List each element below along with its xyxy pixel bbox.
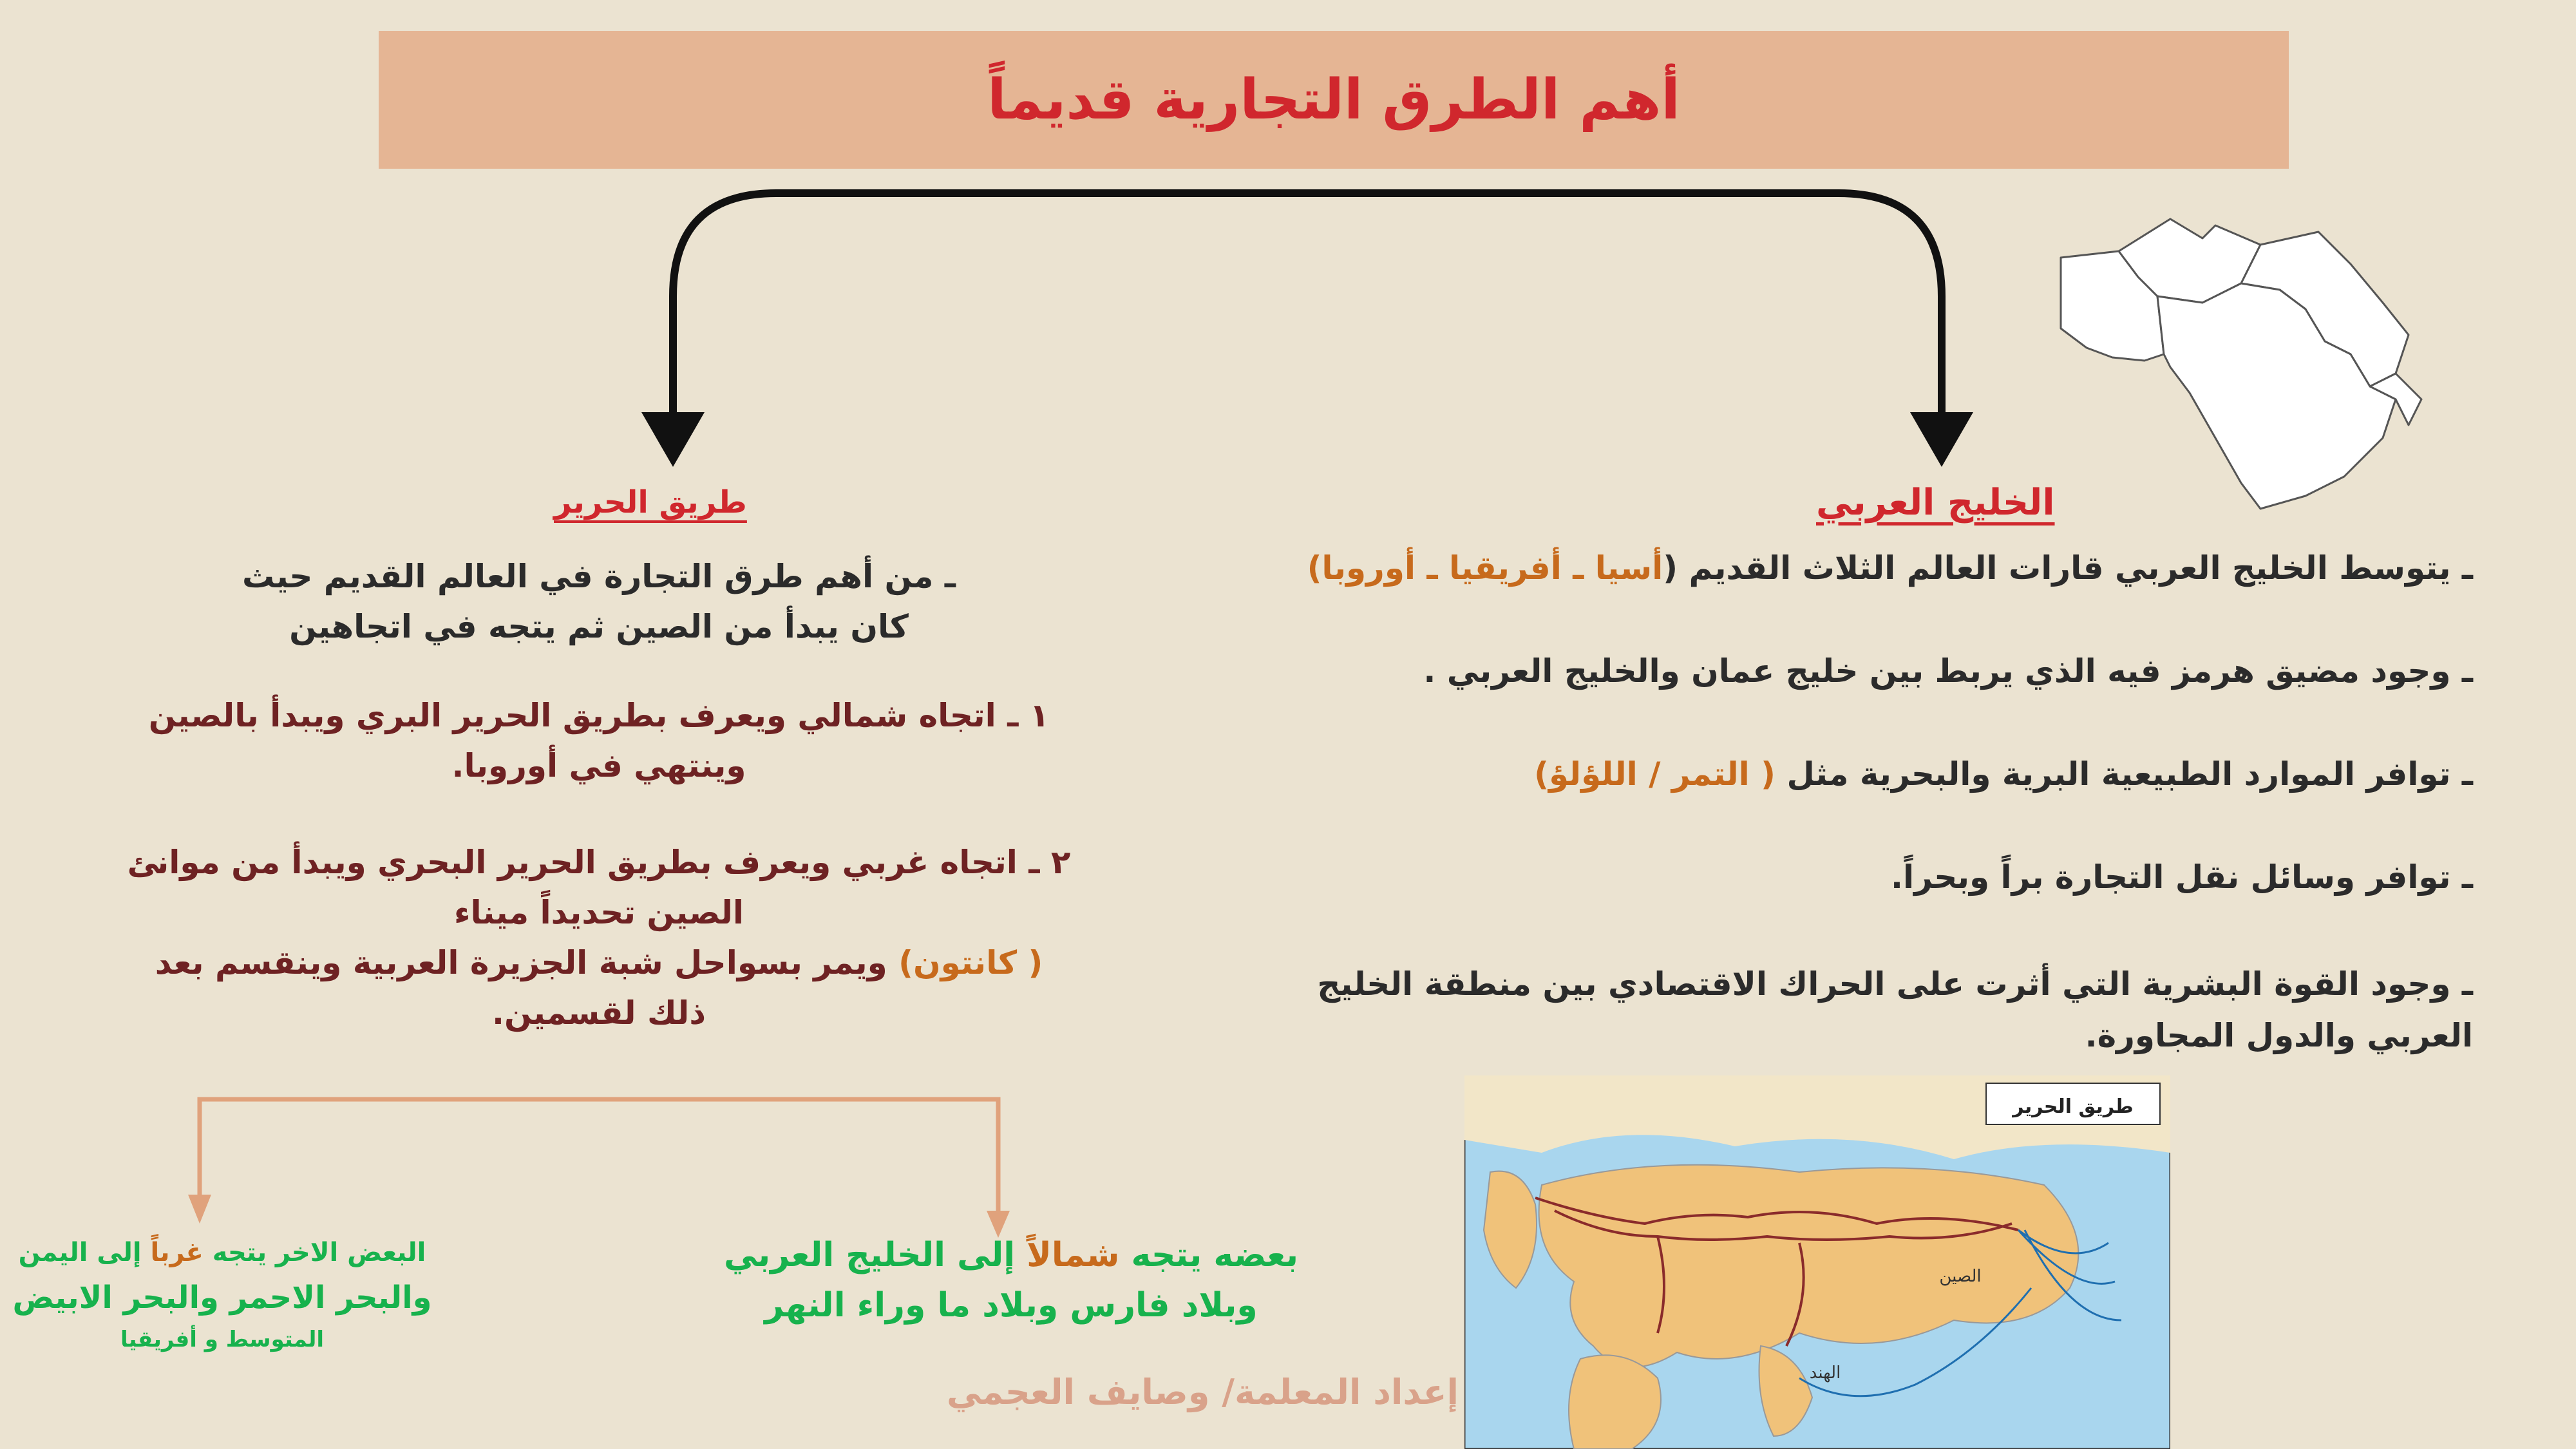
silk-direction-1-line1: ١ ـ اتجاه شمالي ويعرف بطريق الحرير البري ويبدأ بالصين [148,697,1050,734]
silk-direction-1-line2: وينتهي في أوروبا. [451,747,746,784]
continents-highlight: أسيا ـ أفريقيا ـ أوروبا) [1307,549,1663,587]
map-label: طريق الحرير [2012,1095,2134,1118]
branch-west-text-b: إلى اليمن [18,1238,151,1267]
branch-west-text-a: البعض الاخر يتجه [203,1238,426,1267]
page-title: أهم الطرق التجارية قديماً [987,68,1680,132]
map-place-india: الهند [1809,1363,1841,1383]
silk-direction-2-line1: ٢ ـ اتجاه غربي ويعرف بطريق الحرير البحري ويبدأ من موانئ [127,844,1071,881]
silk-road-heading: طريق الحرير [554,484,747,520]
branch-north-line1 [683,1230,1340,1280]
north-highlight: شمالاً [1027,1236,1120,1274]
gulf-point-4: ـ توافر وسائل نقل التجارة براً وبحراً. [1890,858,2473,896]
resources-highlight: ( التمر / اللؤلؤ) [1534,755,1776,793]
branch-west-line2: والبحر الاحمر والبحر الابيض [12,1280,432,1316]
gulf-point-5-line1: ـ وجود القوة البشرية التي أثرت على الحراك الاقتصادي بين منطقة الخليج [1317,965,2473,1003]
branch-north [683,1230,1340,1331]
silk-direction-2-line3-rest: ويمر بسواحل شبة الجزيرة العربية وينقسم بعد [155,944,899,981]
branch-west-line1 [0,1230,444,1275]
gulf-point-3-text: ـ توافر الموارد الطبيعية البرية والبحرية مثل [1776,755,2473,793]
branch-north-line2: وبلاد فارس وبلاد ما وراء النهر [764,1286,1258,1325]
connector-head-left [188,1195,211,1224]
author-credit: إعداد المعلمة/ وصايف العجمي [947,1372,1459,1412]
silk-road-map-image [1464,1075,2170,1449]
gulf-point-2: ـ وجود مضيق هرمز فيه الذي يربط بين خليج عمان والخليج العربي . [1423,652,2473,690]
silk-direction-2-line2: الصين تحديداً ميناء [454,894,744,931]
silk-direction-2-line4: ذلك لقسمين. [492,994,706,1032]
west-highlight: غرباً [150,1238,204,1267]
gulf-point-1-text: ـ يتوسط الخليج العربي قارات العالم الثلاث القديم ( [1663,549,2473,587]
canton-highlight: ( كانتون) [898,944,1043,981]
branch-west [0,1230,444,1359]
gulf-point-5-line2: العربي والدول المجاورة. [2085,1017,2473,1054]
branch-north-text-a: بعضه يتجه [1119,1236,1299,1274]
branch-north-text-b: إلى الخليج العربي [723,1236,1027,1274]
map-place-china: الصين [1939,1267,1982,1286]
gulf-heading: الخليج العربي [1816,482,2055,524]
silk-intro-line2: كان يبدأ من الصين ثم يتجه في اتجاهين [289,608,909,645]
branch-west-line3: المتوسط و أفريقيا [120,1327,324,1352]
silk-intro-line1: ـ من أهم طرق التجارة في العالم القديم حيث [242,558,956,595]
